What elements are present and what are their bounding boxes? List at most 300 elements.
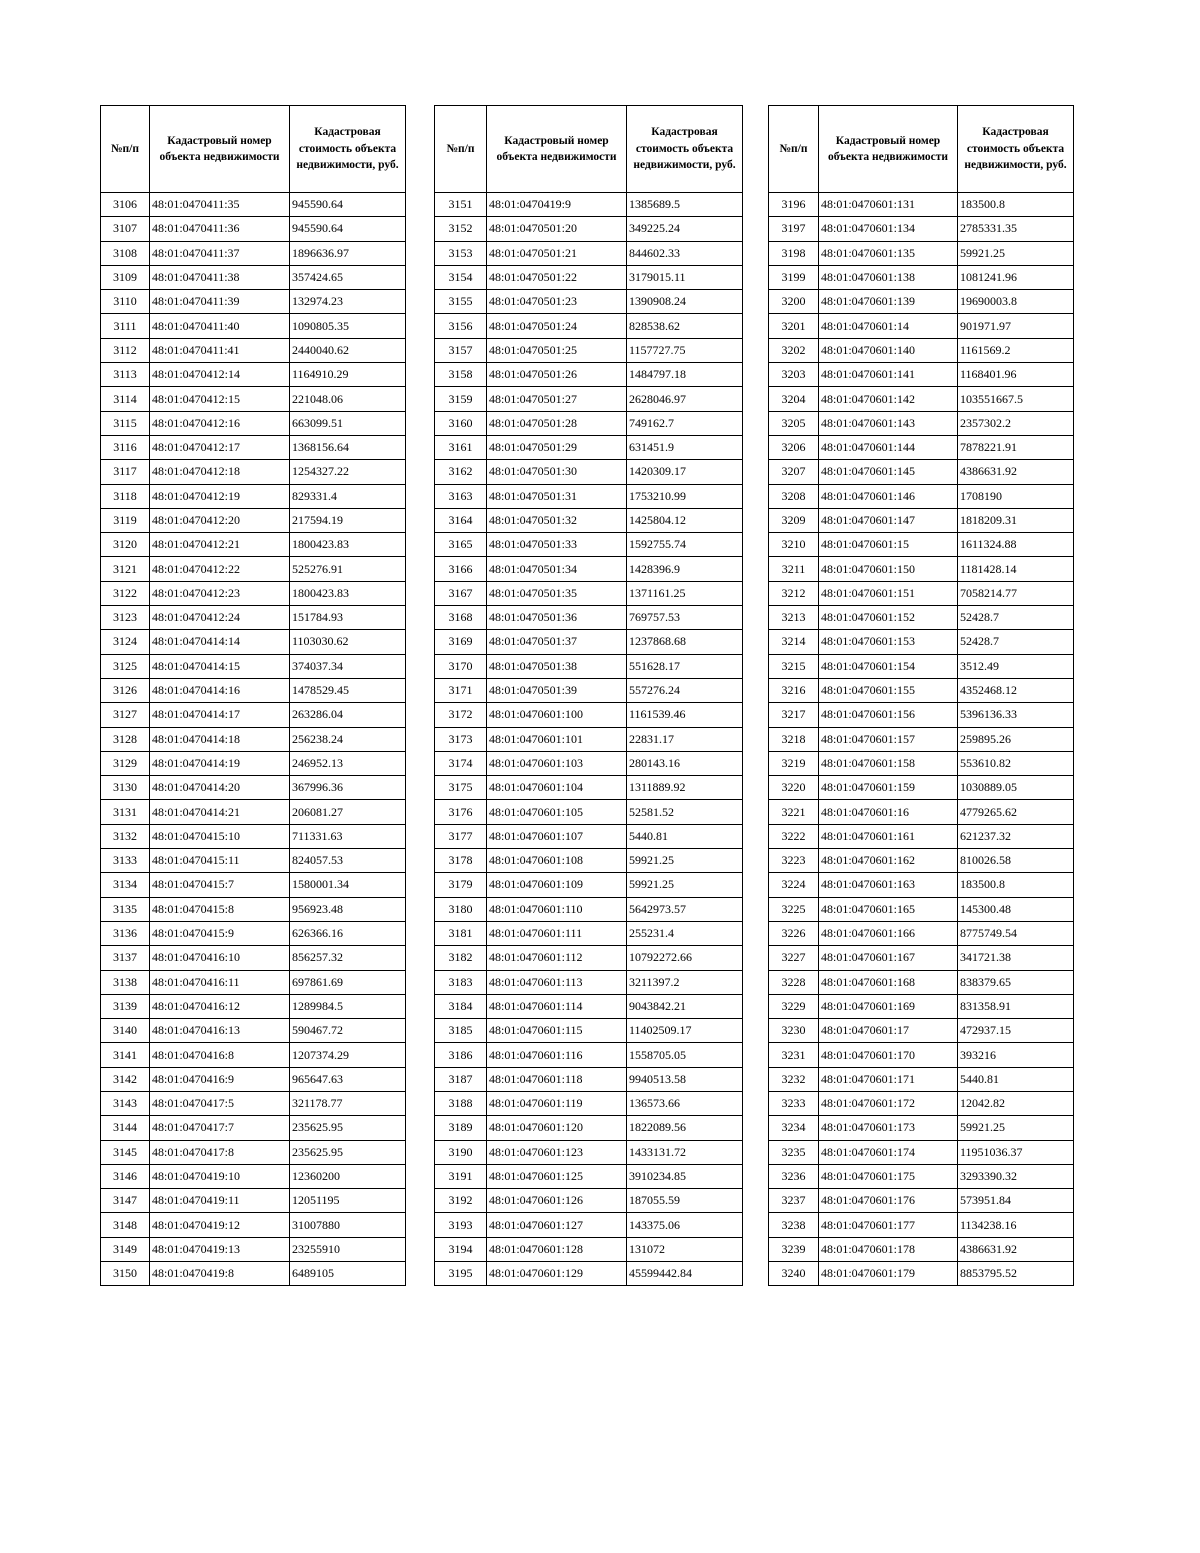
row-number-cell: 3127 bbox=[101, 703, 150, 727]
cadastral-value-cell: 52428.7 bbox=[958, 606, 1074, 630]
row-number-cell: 3201 bbox=[769, 314, 819, 338]
table-row bbox=[769, 241, 1074, 265]
table-row bbox=[101, 800, 406, 824]
table-row bbox=[435, 290, 743, 314]
cadastral-value-cell: 828538.62 bbox=[627, 314, 743, 338]
row-number-cell: 3154 bbox=[435, 265, 487, 289]
cadastral-value-cell: 132974.23 bbox=[290, 290, 406, 314]
row-number-cell: 3112 bbox=[101, 338, 150, 362]
row-number-cell: 3215 bbox=[769, 654, 819, 678]
cadastral-number-cell: 48:01:0470601:177 bbox=[819, 1213, 958, 1237]
cadastral-value-cell: 183500.8 bbox=[958, 193, 1074, 217]
table-row bbox=[769, 363, 1074, 387]
cadastral-number-cell: 48:01:0470417:8 bbox=[150, 1140, 290, 1164]
cadastral-number-cell: 48:01:0470601:114 bbox=[487, 994, 627, 1018]
cadastral-number-cell: 48:01:0470501:32 bbox=[487, 508, 627, 532]
table-row bbox=[435, 824, 743, 848]
table-row bbox=[101, 1213, 406, 1237]
cadastral-number-cell: 48:01:0470601:112 bbox=[487, 946, 627, 970]
cadastral-number-cell: 48:01:0470412:16 bbox=[150, 411, 290, 435]
cadastral-number-cell: 48:01:0470601:174 bbox=[819, 1140, 958, 1164]
cadastral-table-2 bbox=[434, 105, 743, 1286]
cadastral-value-cell: 3293390.32 bbox=[958, 1164, 1074, 1188]
table-header-row bbox=[101, 106, 406, 193]
cadastral-number-cell: 48:01:0470416:8 bbox=[150, 1043, 290, 1067]
row-number-cell: 3156 bbox=[435, 314, 487, 338]
table-header-row bbox=[769, 106, 1074, 193]
cadastral-value-cell: 856257.32 bbox=[290, 946, 406, 970]
table-row bbox=[101, 751, 406, 775]
table-row bbox=[435, 897, 743, 921]
cadastral-number-cell: 48:01:0470601:143 bbox=[819, 411, 958, 435]
row-number-cell: 3199 bbox=[769, 265, 819, 289]
row-number-cell: 3204 bbox=[769, 387, 819, 411]
table-row bbox=[101, 1140, 406, 1164]
row-number-cell: 3200 bbox=[769, 290, 819, 314]
row-number-cell: 3236 bbox=[769, 1164, 819, 1188]
table-row bbox=[435, 630, 743, 654]
row-number-cell: 3143 bbox=[101, 1091, 150, 1115]
table-row bbox=[101, 557, 406, 581]
cadastral-value-cell: 1385689.5 bbox=[627, 193, 743, 217]
cadastral-number-cell: 48:01:0470601:100 bbox=[487, 703, 627, 727]
row-number-cell: 3113 bbox=[101, 363, 150, 387]
cadastral-number-cell: 48:01:0470411:37 bbox=[150, 241, 290, 265]
table-row bbox=[769, 994, 1074, 1018]
cadastral-number-cell: 48:01:0470601:171 bbox=[819, 1067, 958, 1091]
cadastral-value-cell: 1030889.05 bbox=[958, 776, 1074, 800]
table-row bbox=[435, 921, 743, 945]
row-number-cell: 3167 bbox=[435, 581, 487, 605]
cadastral-value-cell: 1081241.96 bbox=[958, 265, 1074, 289]
cadastral-value-cell: 59921.25 bbox=[627, 849, 743, 873]
table-row bbox=[769, 776, 1074, 800]
cadastral-value-cell: 1161569.2 bbox=[958, 338, 1074, 362]
cadastral-number-cell: 48:01:0470601:175 bbox=[819, 1164, 958, 1188]
cadastral-number-cell: 48:01:0470601:147 bbox=[819, 508, 958, 532]
table-row bbox=[435, 800, 743, 824]
cadastral-value-cell: 1164910.29 bbox=[290, 363, 406, 387]
header-cadastral-number: Кадастровый номер объекта недвижимости bbox=[487, 106, 627, 193]
cadastral-table-1 bbox=[100, 105, 406, 1286]
cadastral-number-cell: 48:01:0470501:35 bbox=[487, 581, 627, 605]
cadastral-value-cell: 341721.38 bbox=[958, 946, 1074, 970]
cadastral-value-cell: 573951.84 bbox=[958, 1189, 1074, 1213]
cadastral-number-cell: 48:01:0470601:159 bbox=[819, 776, 958, 800]
row-number-cell: 3150 bbox=[101, 1262, 150, 1286]
cadastral-value-cell: 1425804.12 bbox=[627, 508, 743, 532]
row-number-cell: 3177 bbox=[435, 824, 487, 848]
table-row bbox=[435, 606, 743, 630]
cadastral-value-cell: 1311889.92 bbox=[627, 776, 743, 800]
table-row bbox=[435, 435, 743, 459]
cadastral-number-cell: 48:01:0470415:7 bbox=[150, 873, 290, 897]
cadastral-value-cell: 697861.69 bbox=[290, 970, 406, 994]
cadastral-number-cell: 48:01:0470501:24 bbox=[487, 314, 627, 338]
row-number-cell: 3146 bbox=[101, 1164, 150, 1188]
cadastral-number-cell: 48:01:0470501:22 bbox=[487, 265, 627, 289]
row-number-cell: 3137 bbox=[101, 946, 150, 970]
row-number-cell: 3142 bbox=[101, 1067, 150, 1091]
table-row bbox=[435, 581, 743, 605]
table-row bbox=[101, 241, 406, 265]
table-row bbox=[101, 970, 406, 994]
row-number-cell: 3106 bbox=[101, 193, 150, 217]
cadastral-value-cell: 553610.82 bbox=[958, 751, 1074, 775]
cadastral-value-cell: 1254327.22 bbox=[290, 460, 406, 484]
cadastral-number-cell: 48:01:0470414:16 bbox=[150, 678, 290, 702]
cadastral-value-cell: 621237.32 bbox=[958, 824, 1074, 848]
table-row bbox=[101, 508, 406, 532]
cadastral-value-cell: 1580001.34 bbox=[290, 873, 406, 897]
cadastral-number-cell: 48:01:0470601:129 bbox=[487, 1262, 627, 1286]
row-number-cell: 3116 bbox=[101, 435, 150, 459]
cadastral-number-cell: 48:01:0470419:11 bbox=[150, 1189, 290, 1213]
row-number-cell: 3151 bbox=[435, 193, 487, 217]
cadastral-value-cell: 838379.65 bbox=[958, 970, 1074, 994]
row-number-cell: 3231 bbox=[769, 1043, 819, 1067]
row-number-cell: 3149 bbox=[101, 1237, 150, 1261]
row-number-cell: 3122 bbox=[101, 581, 150, 605]
row-number-cell: 3217 bbox=[769, 703, 819, 727]
cadastral-value-cell: 59921.25 bbox=[627, 873, 743, 897]
cadastral-value-cell: 280143.16 bbox=[627, 751, 743, 775]
cadastral-value-cell: 12051195 bbox=[290, 1189, 406, 1213]
cadastral-value-cell: 1161539.46 bbox=[627, 703, 743, 727]
cadastral-value-cell: 9043842.21 bbox=[627, 994, 743, 1018]
row-number-cell: 3147 bbox=[101, 1189, 150, 1213]
cadastral-value-cell: 3512.49 bbox=[958, 654, 1074, 678]
row-number-cell: 3203 bbox=[769, 363, 819, 387]
row-number-cell: 3129 bbox=[101, 751, 150, 775]
cadastral-value-cell: 11951036.37 bbox=[958, 1140, 1074, 1164]
table-row bbox=[769, 678, 1074, 702]
cadastral-value-cell: 3211397.2 bbox=[627, 970, 743, 994]
row-number-cell: 3209 bbox=[769, 508, 819, 532]
row-number-cell: 3140 bbox=[101, 1019, 150, 1043]
table-row bbox=[769, 630, 1074, 654]
table-row bbox=[769, 557, 1074, 581]
cadastral-number-cell: 48:01:0470601:103 bbox=[487, 751, 627, 775]
cadastral-number-cell: 48:01:0470501:23 bbox=[487, 290, 627, 314]
table-row bbox=[769, 435, 1074, 459]
cadastral-number-cell: 48:01:0470501:27 bbox=[487, 387, 627, 411]
cadastral-number-cell: 48:01:0470601:131 bbox=[819, 193, 958, 217]
cadastral-value-cell: 5440.81 bbox=[958, 1067, 1074, 1091]
cadastral-number-cell: 48:01:0470501:26 bbox=[487, 363, 627, 387]
cadastral-value-cell: 810026.58 bbox=[958, 849, 1074, 873]
cadastral-number-cell: 48:01:0470601:161 bbox=[819, 824, 958, 848]
table-row bbox=[101, 921, 406, 945]
table-row bbox=[101, 630, 406, 654]
row-number-cell: 3202 bbox=[769, 338, 819, 362]
cadastral-number-cell: 48:01:0470601:154 bbox=[819, 654, 958, 678]
cadastral-number-cell: 48:01:0470601:14 bbox=[819, 314, 958, 338]
cadastral-number-cell: 48:01:0470501:39 bbox=[487, 678, 627, 702]
cadastral-value-cell: 143375.06 bbox=[627, 1213, 743, 1237]
row-number-cell: 3229 bbox=[769, 994, 819, 1018]
table-row bbox=[769, 193, 1074, 217]
table-row bbox=[101, 873, 406, 897]
cadastral-value-cell: 2440040.62 bbox=[290, 338, 406, 362]
row-number-cell: 3188 bbox=[435, 1091, 487, 1115]
cadastral-number-cell: 48:01:0470601:156 bbox=[819, 703, 958, 727]
cadastral-value-cell: 45599442.84 bbox=[627, 1262, 743, 1286]
table-row bbox=[101, 193, 406, 217]
row-number-cell: 3118 bbox=[101, 484, 150, 508]
table-row bbox=[435, 557, 743, 581]
cadastral-value-cell: 246952.13 bbox=[290, 751, 406, 775]
cadastral-value-cell: 367996.36 bbox=[290, 776, 406, 800]
cadastral-number-cell: 48:01:0470501:20 bbox=[487, 217, 627, 241]
cadastral-number-cell: 48:01:0470601:107 bbox=[487, 824, 627, 848]
cadastral-number-cell: 48:01:0470412:14 bbox=[150, 363, 290, 387]
row-number-cell: 3134 bbox=[101, 873, 150, 897]
row-number-cell: 3130 bbox=[101, 776, 150, 800]
cadastral-number-cell: 48:01:0470412:22 bbox=[150, 557, 290, 581]
cadastral-value-cell: 1134238.16 bbox=[958, 1213, 1074, 1237]
table-row bbox=[435, 387, 743, 411]
cadastral-number-cell: 48:01:0470414:14 bbox=[150, 630, 290, 654]
row-number-cell: 3185 bbox=[435, 1019, 487, 1043]
cadastral-value-cell: 901971.97 bbox=[958, 314, 1074, 338]
row-number-cell: 3176 bbox=[435, 800, 487, 824]
row-number-cell: 3226 bbox=[769, 921, 819, 945]
cadastral-value-cell: 5440.81 bbox=[627, 824, 743, 848]
cadastral-value-cell: 11402509.17 bbox=[627, 1019, 743, 1043]
table-row bbox=[435, 1164, 743, 1188]
cadastral-number-cell: 48:01:0470601:119 bbox=[487, 1091, 627, 1115]
table-row bbox=[435, 314, 743, 338]
table-row bbox=[101, 290, 406, 314]
cadastral-value-cell: 1800423.83 bbox=[290, 581, 406, 605]
cadastral-number-cell: 48:01:0470416:9 bbox=[150, 1067, 290, 1091]
cadastral-number-cell: 48:01:0470601:165 bbox=[819, 897, 958, 921]
table-row bbox=[101, 776, 406, 800]
table-row bbox=[435, 265, 743, 289]
cadastral-number-cell: 48:01:0470601:150 bbox=[819, 557, 958, 581]
cadastral-value-cell: 749162.7 bbox=[627, 411, 743, 435]
cadastral-value-cell: 4779265.62 bbox=[958, 800, 1074, 824]
cadastral-value-cell: 4352468.12 bbox=[958, 678, 1074, 702]
table-row bbox=[435, 1262, 743, 1286]
table-row bbox=[769, 606, 1074, 630]
cadastral-value-cell: 1090805.35 bbox=[290, 314, 406, 338]
table-row bbox=[435, 1237, 743, 1261]
row-number-cell: 3184 bbox=[435, 994, 487, 1018]
cadastral-value-cell: 187055.59 bbox=[627, 1189, 743, 1213]
cadastral-number-cell: 48:01:0470415:11 bbox=[150, 849, 290, 873]
table-row bbox=[769, 824, 1074, 848]
table-row bbox=[101, 265, 406, 289]
cadastral-number-cell: 48:01:0470411:36 bbox=[150, 217, 290, 241]
row-number-cell: 3230 bbox=[769, 1019, 819, 1043]
table-row bbox=[435, 849, 743, 873]
cadastral-number-cell: 48:01:0470411:38 bbox=[150, 265, 290, 289]
cadastral-number-cell: 48:01:0470412:15 bbox=[150, 387, 290, 411]
cadastral-value-cell: 956923.48 bbox=[290, 897, 406, 921]
row-number-cell: 3224 bbox=[769, 873, 819, 897]
cadastral-value-cell: 1592755.74 bbox=[627, 533, 743, 557]
row-number-cell: 3157 bbox=[435, 338, 487, 362]
table-row bbox=[769, 314, 1074, 338]
row-number-cell: 3166 bbox=[435, 557, 487, 581]
cadastral-number-cell: 48:01:0470412:23 bbox=[150, 581, 290, 605]
table-row bbox=[101, 1237, 406, 1261]
header-cadastral-value: Кадастровая стоимость объекта недвижимости, руб. bbox=[290, 106, 406, 193]
cadastral-number-cell: 48:01:0470601:169 bbox=[819, 994, 958, 1018]
cadastral-number-cell: 48:01:0470411:39 bbox=[150, 290, 290, 314]
table-row bbox=[435, 946, 743, 970]
table-row bbox=[101, 678, 406, 702]
cadastral-number-cell: 48:01:0470412:21 bbox=[150, 533, 290, 557]
row-number-cell: 3121 bbox=[101, 557, 150, 581]
table-row bbox=[101, 1043, 406, 1067]
header-row-number: №п/п bbox=[101, 106, 150, 193]
table-row bbox=[769, 1067, 1074, 1091]
cadastral-number-cell: 48:01:0470601:178 bbox=[819, 1237, 958, 1261]
cadastral-number-cell: 48:01:0470415:9 bbox=[150, 921, 290, 945]
row-number-cell: 3178 bbox=[435, 849, 487, 873]
table-row bbox=[101, 314, 406, 338]
row-number-cell: 3168 bbox=[435, 606, 487, 630]
table-row bbox=[101, 217, 406, 241]
cadastral-number-cell: 48:01:0470601:144 bbox=[819, 435, 958, 459]
row-number-cell: 3133 bbox=[101, 849, 150, 873]
table-row bbox=[101, 363, 406, 387]
cadastral-number-cell: 48:01:0470601:173 bbox=[819, 1116, 958, 1140]
table-row bbox=[435, 363, 743, 387]
cadastral-number-cell: 48:01:0470501:34 bbox=[487, 557, 627, 581]
row-number-cell: 3197 bbox=[769, 217, 819, 241]
cadastral-value-cell: 1822089.56 bbox=[627, 1116, 743, 1140]
cadastral-value-cell: 52428.7 bbox=[958, 630, 1074, 654]
cadastral-value-cell: 1157727.75 bbox=[627, 338, 743, 362]
row-number-cell: 3162 bbox=[435, 460, 487, 484]
cadastral-value-cell: 3910234.85 bbox=[627, 1164, 743, 1188]
row-number-cell: 3138 bbox=[101, 970, 150, 994]
row-number-cell: 3192 bbox=[435, 1189, 487, 1213]
table-row bbox=[101, 581, 406, 605]
table-row bbox=[435, 217, 743, 241]
cadastral-value-cell: 183500.8 bbox=[958, 873, 1074, 897]
row-number-cell: 3124 bbox=[101, 630, 150, 654]
table-row bbox=[101, 1067, 406, 1091]
cadastral-number-cell: 48:01:0470601:113 bbox=[487, 970, 627, 994]
table-row bbox=[101, 654, 406, 678]
cadastral-value-cell: 1390908.24 bbox=[627, 290, 743, 314]
cadastral-number-cell: 48:01:0470601:153 bbox=[819, 630, 958, 654]
cadastral-number-cell: 48:01:0470501:33 bbox=[487, 533, 627, 557]
cadastral-value-cell: 374037.34 bbox=[290, 654, 406, 678]
row-number-cell: 3180 bbox=[435, 897, 487, 921]
cadastral-number-cell: 48:01:0470601:101 bbox=[487, 727, 627, 751]
cadastral-value-cell: 23255910 bbox=[290, 1237, 406, 1261]
row-number-cell: 3214 bbox=[769, 630, 819, 654]
cadastral-number-cell: 48:01:0470601:170 bbox=[819, 1043, 958, 1067]
table-row bbox=[101, 727, 406, 751]
table-row bbox=[769, 338, 1074, 362]
table-row bbox=[435, 1213, 743, 1237]
row-number-cell: 3232 bbox=[769, 1067, 819, 1091]
table-row bbox=[101, 897, 406, 921]
cadastral-value-cell: 59921.25 bbox=[958, 1116, 1074, 1140]
cadastral-value-cell: 472937.15 bbox=[958, 1019, 1074, 1043]
table-row bbox=[435, 970, 743, 994]
cadastral-value-cell: 263286.04 bbox=[290, 703, 406, 727]
cadastral-number-cell: 48:01:0470601:151 bbox=[819, 581, 958, 605]
cadastral-value-cell: 103551667.5 bbox=[958, 387, 1074, 411]
row-number-cell: 3141 bbox=[101, 1043, 150, 1067]
row-number-cell: 3117 bbox=[101, 460, 150, 484]
cadastral-value-cell: 1433131.72 bbox=[627, 1140, 743, 1164]
table-row bbox=[435, 1091, 743, 1115]
row-number-cell: 3225 bbox=[769, 897, 819, 921]
row-number-cell: 3170 bbox=[435, 654, 487, 678]
table-row bbox=[769, 970, 1074, 994]
row-number-cell: 3119 bbox=[101, 508, 150, 532]
cadastral-value-cell: 52581.52 bbox=[627, 800, 743, 824]
table-row bbox=[769, 484, 1074, 508]
cadastral-number-cell: 48:01:0470601:168 bbox=[819, 970, 958, 994]
cadastral-value-cell: 59921.25 bbox=[958, 241, 1074, 265]
table-row bbox=[769, 849, 1074, 873]
cadastral-value-cell: 1289984.5 bbox=[290, 994, 406, 1018]
table-row bbox=[101, 1116, 406, 1140]
cadastral-number-cell: 48:01:0470416:12 bbox=[150, 994, 290, 1018]
cadastral-number-cell: 48:01:0470411:41 bbox=[150, 338, 290, 362]
row-number-cell: 3165 bbox=[435, 533, 487, 557]
cadastral-number-cell: 48:01:0470601:179 bbox=[819, 1262, 958, 1286]
cadastral-number-cell: 48:01:0470601:172 bbox=[819, 1091, 958, 1115]
row-number-cell: 3164 bbox=[435, 508, 487, 532]
row-number-cell: 3171 bbox=[435, 678, 487, 702]
table-row bbox=[101, 533, 406, 557]
table-row bbox=[435, 508, 743, 532]
cadastral-number-cell: 48:01:0470416:11 bbox=[150, 970, 290, 994]
cadastral-number-cell: 48:01:0470501:36 bbox=[487, 606, 627, 630]
cadastral-table-3 bbox=[768, 105, 1074, 1286]
row-number-cell: 3174 bbox=[435, 751, 487, 775]
row-number-cell: 3135 bbox=[101, 897, 150, 921]
table-row bbox=[769, 265, 1074, 289]
cadastral-number-cell: 48:01:0470601:104 bbox=[487, 776, 627, 800]
row-number-cell: 3179 bbox=[435, 873, 487, 897]
cadastral-value-cell: 1484797.18 bbox=[627, 363, 743, 387]
row-number-cell: 3132 bbox=[101, 824, 150, 848]
row-number-cell: 3128 bbox=[101, 727, 150, 751]
cadastral-value-cell: 221048.06 bbox=[290, 387, 406, 411]
table-row bbox=[101, 1262, 406, 1286]
cadastral-value-cell: 590467.72 bbox=[290, 1019, 406, 1043]
table-row bbox=[435, 994, 743, 1018]
row-number-cell: 3160 bbox=[435, 411, 487, 435]
cadastral-value-cell: 626366.16 bbox=[290, 921, 406, 945]
table-row bbox=[435, 703, 743, 727]
table-row bbox=[435, 1189, 743, 1213]
row-number-cell: 3148 bbox=[101, 1213, 150, 1237]
cadastral-number-cell: 48:01:0470417:5 bbox=[150, 1091, 290, 1115]
cadastral-value-cell: 255231.4 bbox=[627, 921, 743, 945]
cadastral-number-cell: 48:01:0470414:18 bbox=[150, 727, 290, 751]
row-number-cell: 3126 bbox=[101, 678, 150, 702]
row-number-cell: 3111 bbox=[101, 314, 150, 338]
row-number-cell: 3107 bbox=[101, 217, 150, 241]
cadastral-number-cell: 48:01:0470501:31 bbox=[487, 484, 627, 508]
cadastral-number-cell: 48:01:0470601:120 bbox=[487, 1116, 627, 1140]
cadastral-value-cell: 235625.95 bbox=[290, 1140, 406, 1164]
cadastral-value-cell: 4386631.92 bbox=[958, 1237, 1074, 1261]
